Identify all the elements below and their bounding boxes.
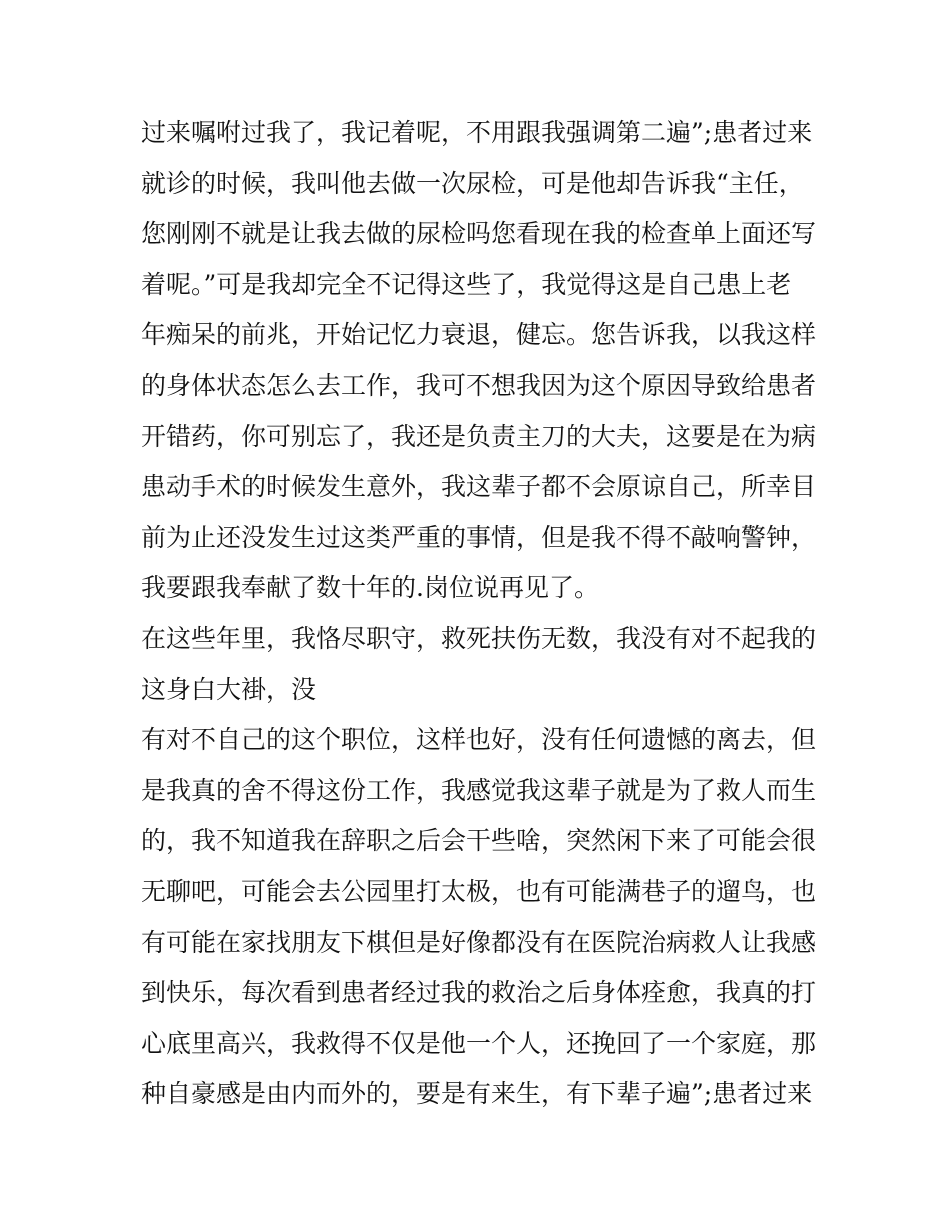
- text-line: 有可能在家找朋友下棋但是好像都没有在医院治病救人让我感: [141, 927, 817, 957]
- text-line: 前为止还没发生过这类严重的事情，但是我不得不敲响警钟，: [141, 522, 817, 552]
- text-line: 的，我不知道我在辞职之后会干些啥，突然闲下来了可能会很: [141, 826, 817, 856]
- text-line: 着呢。”可是我却完全不记得这些了，我觉得这是自己患上老: [141, 269, 792, 299]
- text-line: 无聊吧，可能会去公园里打太极，也有可能满巷子的遛鸟，也: [141, 876, 817, 906]
- text-line: 年痴呆的前兆，开始记忆力衰退，健忘。您告诉我，以我这样: [141, 320, 817, 350]
- text-line: 开错药，你可别忘了，我还是负责主刀的大夫，这要是在为病: [141, 421, 817, 451]
- text-line: 患动手术的时候发生意外，我这辈子都不会原谅自己，所幸目: [141, 472, 817, 502]
- text-line: 您刚刚不就是让我去做的尿检吗您看现在我的检查单上面还写: [141, 219, 817, 249]
- text-line: 到快乐，每次看到患者经过我的救治之后身体痊愈，我真的打: [141, 978, 817, 1008]
- text-line: 有对不自己的这个职位，这样也好，没有任何遗憾的离去，但: [141, 725, 817, 755]
- body-text: [141, 108, 821, 1120]
- text-line: 过来嘱咐过我了，我记着呢，不用跟我强调第二遍”;患者过来: [141, 118, 813, 147]
- text-line: 就诊的时候，我叫他去做一次尿检，可是他却告诉我“主任，: [141, 168, 804, 198]
- text-line: 种自豪感是由内而外的，要是有来生，有下辈子遍”;患者过来: [141, 1079, 813, 1109]
- text-line: 我要跟我奉献了数十年的.岗位说再见了。: [141, 573, 599, 603]
- text-line: 是我真的舍不得这份工作，我感觉我这辈子就是为了救人而生: [141, 775, 817, 805]
- text-line: 在这些年里，我恪尽职守，救死扶伤无数，我没有对不起我的: [141, 623, 817, 653]
- text-line: 心底里高兴，我救得不仅是他一个人，还挽回了一个家庭，那: [141, 1028, 817, 1058]
- text-line: 这身白大褂，没: [141, 674, 317, 704]
- text-line: 的身体状态怎么去工作，我可不想我因为这个原因导致给患者: [141, 370, 817, 400]
